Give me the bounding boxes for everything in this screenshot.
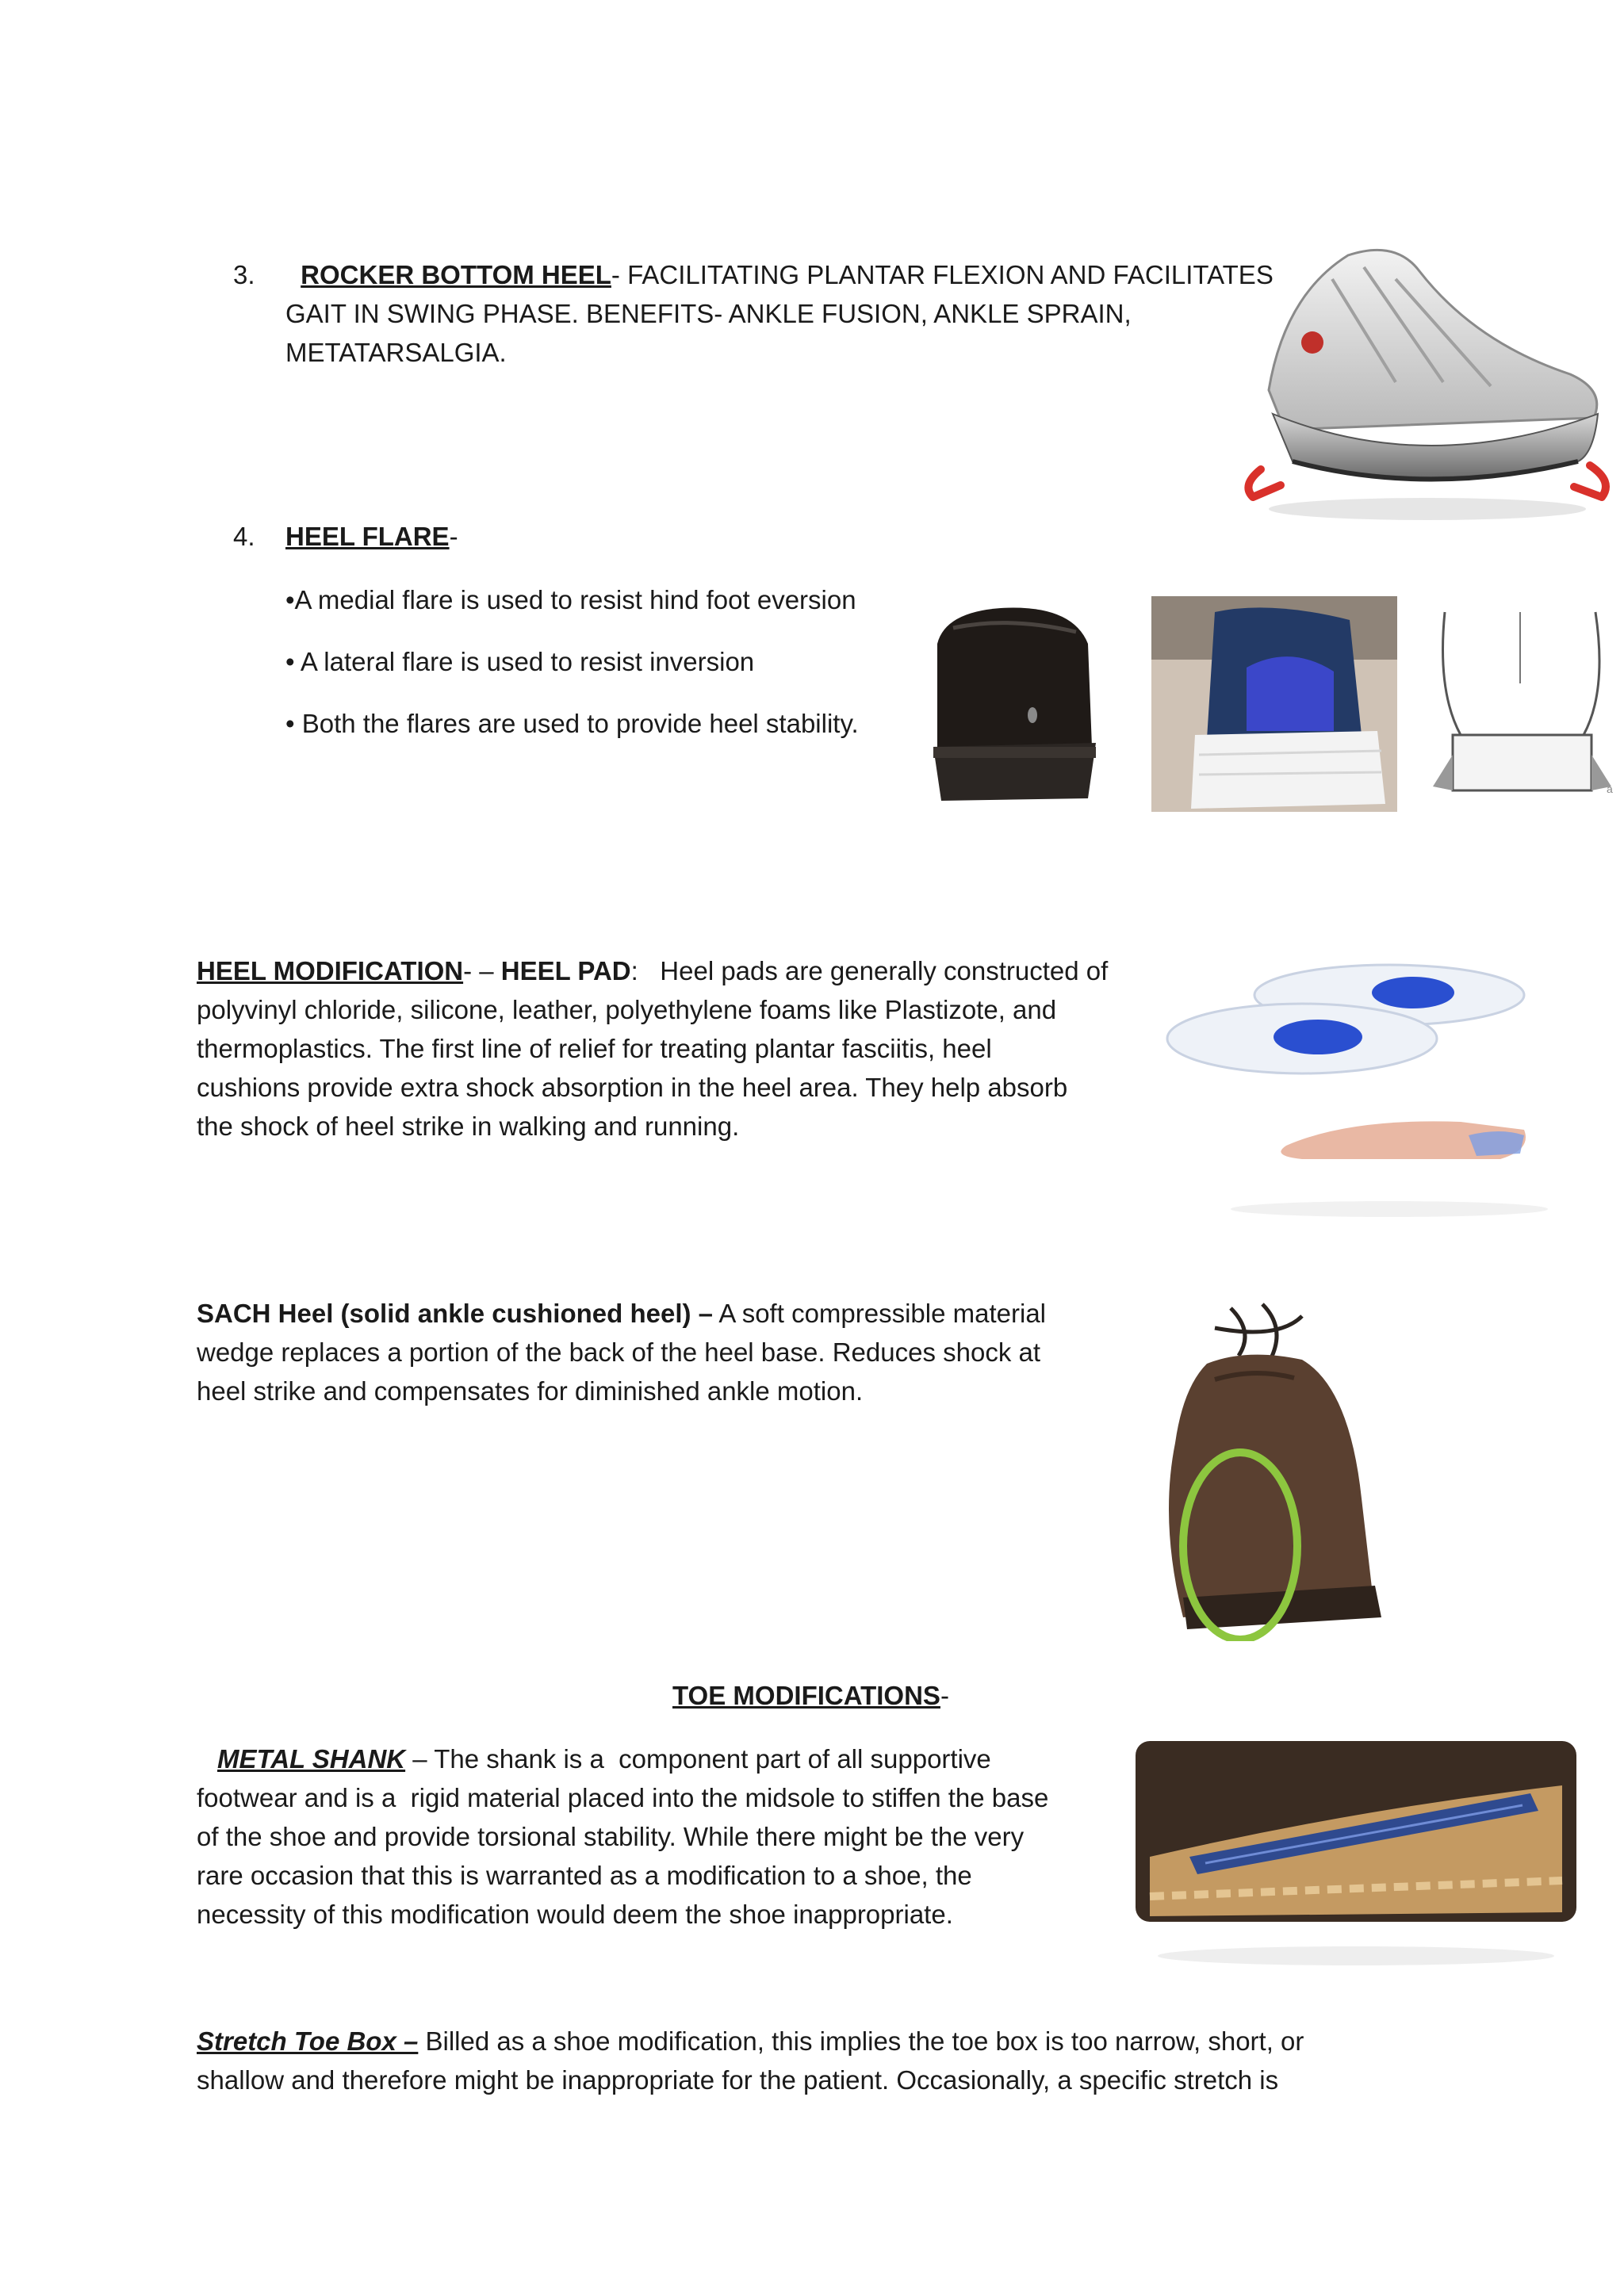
sach-line-2: wedge replaces a portion of the back of the heel base. Reduces shock at: [197, 1337, 1041, 1367]
toe-mod-heading: [672, 1676, 949, 1715]
toe-mod-title: TOE MODIFICATIONS: [672, 1681, 940, 1710]
heel-flare-shoe-back-image: [929, 596, 1097, 818]
sach-line-3: heel strike and compensates for diminished ankle motion.: [197, 1376, 864, 1406]
metal-shank-line-5: necessity of this modification would deem the shoe inappropriate.: [197, 1900, 953, 1929]
sach-line-1: [197, 1294, 1132, 1333]
rocker-title: ROCKER BOTTOM HEEL: [301, 260, 611, 289]
rocker-line-2: GAIT IN SWING PHASE. BENEFITS- ANKLE FUSION, ANKLE SPRAIN,: [285, 299, 1132, 328]
heel-mod-title: HEEL MODIFICATION: [197, 956, 464, 985]
heel-pad-title: HEEL PAD: [500, 956, 631, 985]
svg-text:a: a: [1607, 783, 1613, 795]
metal-shank-title: METAL SHANK: [217, 1744, 406, 1774]
heel-flare-bullet-1: •A medial flare is used to resist hind foot eversion: [285, 585, 856, 614]
heel-flare-title: HEEL FLARE: [285, 522, 450, 551]
sach-line-1-rest: A soft compressible material: [713, 1299, 1047, 1328]
heel-flare-dash: -: [449, 522, 458, 551]
heel-mod-line-4: cushions provide extra shock absorption in the heel area. They help absorb: [197, 1073, 1068, 1102]
stretch-title: Stretch Toe Box –: [197, 2026, 419, 2056]
heel-pad-image: [1151, 951, 1580, 1237]
rocker-section: [233, 255, 1274, 372]
metal-shank-line-2: footwear and is a rigid material placed into the midsole to stiffen the base: [197, 1783, 1049, 1812]
heel-mod-line-5: the shock of heel strike in walking and running.: [197, 1112, 740, 1141]
heel-flare-bullet-3: • Both the flares are used to provide heel stability.: [285, 709, 859, 738]
metal-shank-image: [1134, 1738, 1580, 1976]
heel-mod-line-1: [197, 951, 1132, 990]
sach-title: SACH Heel (solid ankle cushioned heel) –: [197, 1299, 713, 1328]
heel-mod-line-3: thermoplastics. The first line of relief for treating plantar fasciitis, heel: [197, 1034, 992, 1063]
rocker-line-1: [233, 255, 1274, 294]
heel-flare-bullet-2: • A lateral flare is used to resist inversion: [285, 647, 755, 676]
heel-flare-sneaker-image: [1151, 596, 1397, 812]
metal-shank-line-4: rare occasion that this is warranted as a modification to a shoe, the: [197, 1861, 972, 1890]
sach-shoe-image: [1120, 1284, 1437, 1641]
list-number-3: 3.: [233, 260, 255, 289]
rocker-line-3: METATARSALGIA.: [285, 338, 507, 367]
stretch-line-1: [197, 2022, 1592, 2061]
list-number-4: 4.: [233, 522, 255, 551]
rocker-shoe-image: [1237, 224, 1618, 541]
metal-shank-line-3: of the shoe and provide torsional stability. While there might be the very: [197, 1822, 1025, 1851]
stretch-section: [197, 2022, 1592, 2099]
heel-mod-line-1-rest: : Heel pads are generally constructed of: [630, 956, 1109, 985]
metal-shank-line-1-rest: – The shank is a component part of all supportive: [405, 1744, 991, 1774]
heel-flare-heading: [233, 517, 458, 556]
heel-flare-diagram-image: [1429, 596, 1616, 812]
rocker-line-1-rest: - FACILITATING PLANTAR FLEXION AND FACILITATES: [611, 260, 1274, 289]
heel-mod-sep: - –: [463, 956, 501, 985]
heel-mod-line-2: polyvinyl chloride, silicone, leather, polyethylene foams like Plastizote, and: [197, 995, 1057, 1024]
sach-section: [197, 1294, 1132, 1410]
stretch-line-2: shallow and therefore might be inappropriate for the patient. Occasionally, a specific stretch is: [197, 2065, 1279, 2095]
toe-mod-dash: -: [940, 1681, 949, 1710]
metal-shank-line-1: [197, 1739, 1132, 1778]
metal-shank-section: [197, 1739, 1132, 1934]
stretch-line-1-rest: Billed as a shoe modification, this implies the toe box is too narrow, short, or: [418, 2026, 1304, 2056]
heel-mod-section: [197, 951, 1132, 1146]
